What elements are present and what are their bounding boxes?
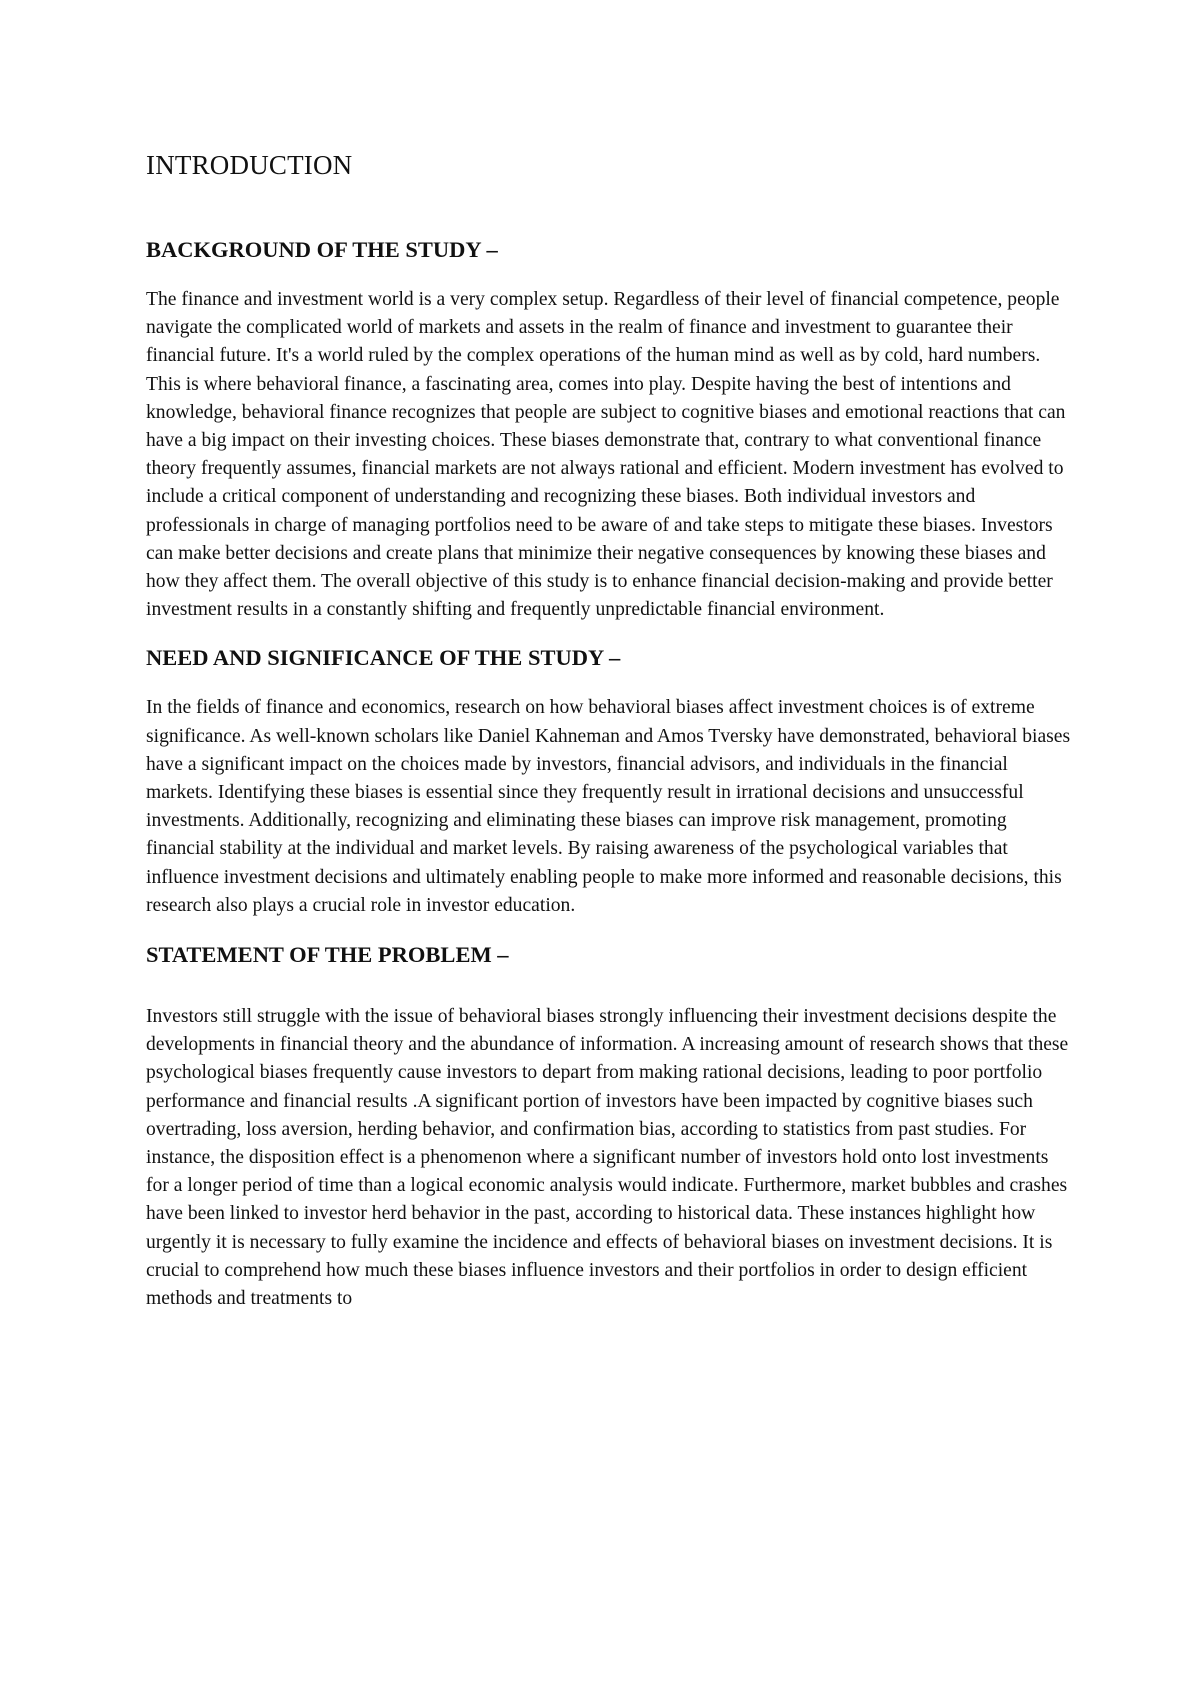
section-paragraph-statement-problem: Investors still struggle with the issue of behavioral biases strongly influencing their investment decisions despite the developments in financial theory and the abundance of information. A increasing amount of research shows that these psychological biases frequently cause investors to depart from making rational decisions, leading to poor portfolio performance and financial results .A significant portion of investors have been impacted by cognitive biases such overtrading, loss aversion, herding behavior, and confirmation bias, according to statistics from past studies. For instance, the disposition effect is a phenomenon where a significant number of investors hold onto lost investments for a longer period of time than a logical economic analysis would indicate. Furthermore, market bubbles and crashes have been linked to investor herd behavior in the past, according to historical data. These instances highlight how urgently it is necessary to fully examine the incidence and effects of behavioral biases on investment decisions. It is crucial to comprehend how much these biases influence investors and their portfolios in order to design efficient methods and treatments to <box>146 1006 1069 1310</box>
section-heading-background: BACKGROUND OF THE STUDY – <box>146 237 498 262</box>
section-paragraph-background: The finance and investment world is a very complex setup. Regardless of their level of financial competence, people navigate the complicated world of markets and assets in the realm of finance and investment to guarantee their financial future. It's a world ruled by the complex operations of the human mind as well as by cold, hard numbers. This is where behavioral finance, a fascinating area, comes into play. Despite having the best of intentions and knowledge, behavioral finance recognizes that people are subject to cognitive biases and emotional reactions that can have a big impact on their investing choices. These biases demonstrate that, contrary to what conventional finance theory frequently assumes, financial markets are not always rational and efficient. Modern investment has evolved to include a critical component of understanding and recognizing these biases. Both individual investors and professionals in charge of managing portfolios need to be aware of and take steps to mitigate these biases. Investors can make better decisions and create plans that minimize their negative consequences by knowing these biases and how they affect them. The overall objective of this study is to enhance financial decision-making and provide better investment results in a constantly shifting and frequently unpredictable financial environment. <box>146 289 1066 621</box>
section-heading-need-significance: NEED AND SIGNIFICANCE OF THE STUDY – <box>146 645 621 671</box>
page-title: INTRODUCTION <box>146 150 353 180</box>
document-page <box>146 148 1072 1313</box>
section-heading-statement-problem: STATEMENT OF THE PROBLEM – <box>146 942 509 968</box>
section-paragraph-need-significance: In the fields of finance and economics, research on how behavioral biases affect investment choices is of extreme significance. As well-known scholars like Daniel Kahneman and Amos Tversky have demonstrated, behavioral biases have a significant impact on the choices made by investors, financial advisors, and individuals in the financial markets. Identifying these biases is essential since they frequently result in irrational decisions and unsuccessful investments. Additionally, recognizing and eliminating these biases can improve risk management, promoting financial stability at the individual and market levels. By raising awareness of the psychological variables that influence investment decisions and ultimately enabling people to make more informed and reasonable decisions, this research also plays a crucial role in investor education. <box>146 697 1071 916</box>
